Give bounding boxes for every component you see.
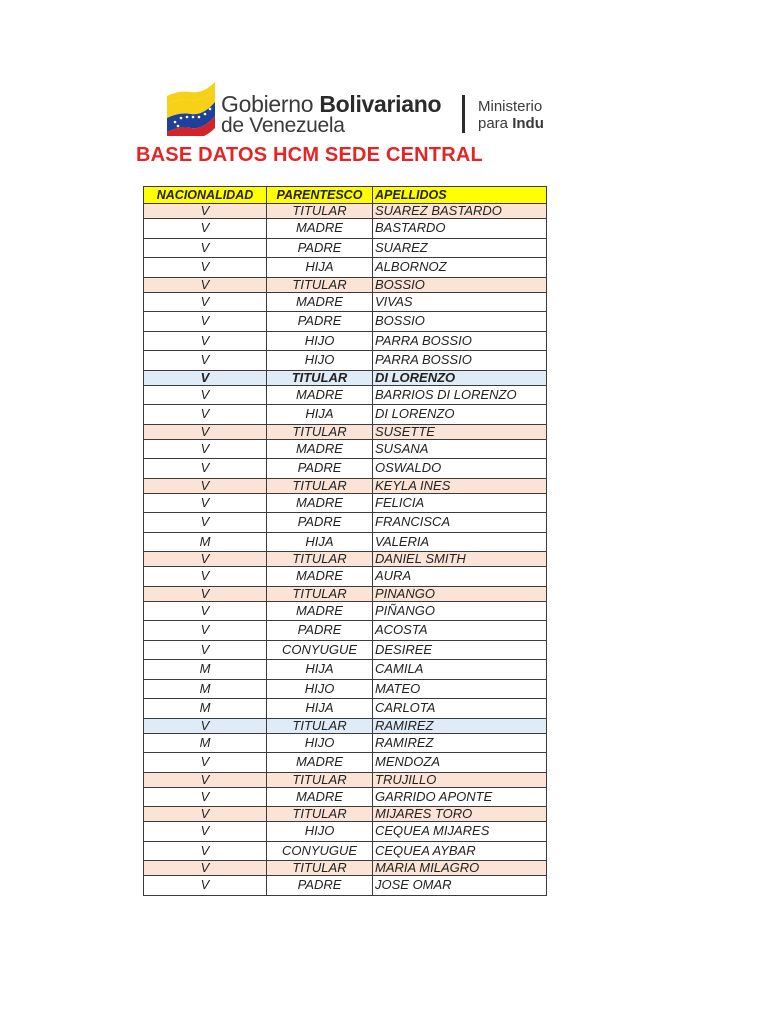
table-row <box>144 621 547 641</box>
table-row <box>144 532 547 552</box>
table-row <box>144 493 547 513</box>
cell-apellidos: CEQUEA MIJARES <box>373 822 547 842</box>
table-row <box>144 772 547 787</box>
cell-parentesco: HIJO <box>267 679 373 699</box>
cell-nacionalidad: V <box>144 841 267 861</box>
cell-apellidos: FRANCISCA <box>373 513 547 533</box>
cell-apellidos: VALERIA <box>373 532 547 552</box>
cell-nacionalidad: V <box>144 586 267 601</box>
cell-apellidos: VIVAS <box>373 292 547 312</box>
venezuela-flag-icon <box>165 82 217 136</box>
cell-nacionalidad: V <box>144 621 267 641</box>
cell-nacionalidad: V <box>144 312 267 332</box>
cell-nacionalidad: V <box>144 478 267 493</box>
cell-nacionalidad: V <box>144 331 267 351</box>
cell-parentesco: MADRE <box>267 567 373 587</box>
ministry-name-line2: para Indu <box>478 115 544 132</box>
table-row <box>144 822 547 842</box>
cell-nacionalidad: M <box>144 660 267 680</box>
cell-nacionalidad: V <box>144 753 267 773</box>
table-row <box>144 292 547 312</box>
table-row <box>144 204 547 219</box>
cell-parentesco: CONYUGUE <box>267 640 373 660</box>
table-row <box>144 586 547 601</box>
cell-parentesco: MADRE <box>267 292 373 312</box>
cell-nacionalidad: V <box>144 493 267 513</box>
cell-nacionalidad: V <box>144 385 267 405</box>
cell-parentesco: TITULAR <box>267 586 373 601</box>
table-row <box>144 258 547 278</box>
table-row <box>144 424 547 439</box>
table-row <box>144 513 547 533</box>
cell-parentesco: TITULAR <box>267 552 373 567</box>
logo-separator <box>462 95 465 133</box>
cell-nacionalidad: V <box>144 424 267 439</box>
government-name-line1: Gobierno Bolivariano <box>221 91 442 117</box>
cell-parentesco: MADRE <box>267 219 373 239</box>
cell-parentesco: PADRE <box>267 459 373 479</box>
cell-nacionalidad: V <box>144 351 267 371</box>
cell-apellidos: AURA <box>373 567 547 587</box>
cell-parentesco: HIJO <box>267 331 373 351</box>
table-row <box>144 660 547 680</box>
cell-apellidos: CARLOTA <box>373 699 547 719</box>
cell-apellidos: JOSE OMAR <box>373 876 547 896</box>
cell-parentesco: TITULAR <box>267 718 373 733</box>
table-row <box>144 753 547 773</box>
cell-nacionalidad: V <box>144 370 267 385</box>
table-row <box>144 405 547 425</box>
ministry-name-line1: Ministerio <box>478 98 543 115</box>
cell-apellidos: MARIA MILAGRO <box>373 861 547 876</box>
cell-apellidos: PARRA BOSSIO <box>373 331 547 351</box>
cell-apellidos: PIÑANGO <box>373 601 547 621</box>
cell-apellidos: MATEO <box>373 679 547 699</box>
cell-parentesco: HIJO <box>267 351 373 371</box>
cell-nacionalidad: V <box>144 204 267 219</box>
table-row <box>144 876 547 896</box>
cell-parentesco: MADRE <box>267 493 373 513</box>
government-name-line2: de Venezuela <box>221 114 345 137</box>
cell-apellidos: ALBORNOZ <box>373 258 547 278</box>
cell-nacionalidad: V <box>144 292 267 312</box>
table-row <box>144 718 547 733</box>
cell-parentesco: HIJA <box>267 532 373 552</box>
cell-apellidos: GARRIDO APONTE <box>373 787 547 807</box>
cell-parentesco: MADRE <box>267 753 373 773</box>
cell-nacionalidad: V <box>144 238 267 258</box>
cell-apellidos: RAMIREZ <box>373 733 547 753</box>
cell-parentesco: TITULAR <box>267 424 373 439</box>
cell-parentesco: TITULAR <box>267 204 373 219</box>
table-row <box>144 331 547 351</box>
table-row <box>144 640 547 660</box>
cell-apellidos: TRUJILLO <box>373 772 547 787</box>
cell-apellidos: DESIREE <box>373 640 547 660</box>
cell-apellidos: SUAREZ BASTARDO <box>373 204 547 219</box>
cell-nacionalidad: V <box>144 807 267 822</box>
document-title: BASE DATOS HCM SEDE CENTRAL <box>136 144 483 164</box>
table-row <box>144 861 547 876</box>
cell-nacionalidad: M <box>144 532 267 552</box>
table-row <box>144 459 547 479</box>
table-row <box>144 385 547 405</box>
table-row <box>144 733 547 753</box>
cell-apellidos: CEQUEA AYBAR <box>373 841 547 861</box>
cell-apellidos: PARRA BOSSIO <box>373 351 547 371</box>
cell-apellidos: OSWALDO <box>373 459 547 479</box>
cell-parentesco: TITULAR <box>267 478 373 493</box>
table-row <box>144 787 547 807</box>
cell-parentesco: TITULAR <box>267 807 373 822</box>
cell-apellidos: MENDOZA <box>373 753 547 773</box>
table-row <box>144 807 547 822</box>
cell-apellidos: MIJARES TORO <box>373 807 547 822</box>
cell-apellidos: SUSETTE <box>373 424 547 439</box>
cell-nacionalidad: M <box>144 733 267 753</box>
table-row <box>144 699 547 719</box>
cell-parentesco: PADRE <box>267 238 373 258</box>
government-logo-header <box>165 78 548 138</box>
column-header-apellidos: APELLIDOS <box>373 187 547 204</box>
cell-parentesco: CONYUGUE <box>267 841 373 861</box>
cell-apellidos: DI LORENZO <box>373 405 547 425</box>
cell-parentesco: MADRE <box>267 601 373 621</box>
cell-apellidos: CAMILA <box>373 660 547 680</box>
cell-apellidos: SUAREZ <box>373 238 547 258</box>
cell-apellidos: ACOSTA <box>373 621 547 641</box>
beneficiaries-table <box>143 186 547 896</box>
cell-parentesco: MADRE <box>267 385 373 405</box>
table-row <box>144 552 547 567</box>
cell-parentesco: TITULAR <box>267 277 373 292</box>
cell-apellidos: BOSSIO <box>373 277 547 292</box>
table-header-row <box>144 187 547 204</box>
cell-parentesco: HIJA <box>267 660 373 680</box>
cell-parentesco: TITULAR <box>267 370 373 385</box>
cell-apellidos: SUSANA <box>373 439 547 459</box>
cell-nacionalidad: V <box>144 787 267 807</box>
cell-parentesco: PADRE <box>267 621 373 641</box>
cell-parentesco: PADRE <box>267 312 373 332</box>
cell-nacionalidad: V <box>144 876 267 896</box>
cell-nacionalidad: V <box>144 718 267 733</box>
cell-parentesco: HIJA <box>267 405 373 425</box>
cell-nacionalidad: V <box>144 258 267 278</box>
cell-parentesco: PADRE <box>267 513 373 533</box>
cell-apellidos: FELICIA <box>373 493 547 513</box>
cell-parentesco: HIJA <box>267 699 373 719</box>
cell-apellidos: BOSSIO <box>373 312 547 332</box>
cell-nacionalidad: V <box>144 567 267 587</box>
cell-parentesco: TITULAR <box>267 861 373 876</box>
cell-apellidos: DANIEL SMITH <box>373 552 547 567</box>
table-row <box>144 841 547 861</box>
cell-nacionalidad: M <box>144 699 267 719</box>
cell-apellidos: DI LORENZO <box>373 370 547 385</box>
cell-nacionalidad: V <box>144 772 267 787</box>
table-row <box>144 219 547 239</box>
table-row <box>144 312 547 332</box>
cell-apellidos: KEYLA INES <box>373 478 547 493</box>
column-header-parentesco: PARENTESCO <box>267 187 373 204</box>
table-row <box>144 601 547 621</box>
cell-apellidos: RAMIREZ <box>373 718 547 733</box>
cell-parentesco: HIJA <box>267 258 373 278</box>
cell-nacionalidad: V <box>144 552 267 567</box>
cell-apellidos: PINANGO <box>373 586 547 601</box>
cell-nacionalidad: V <box>144 405 267 425</box>
cell-nacionalidad: V <box>144 439 267 459</box>
table-row <box>144 238 547 258</box>
table-row <box>144 351 547 371</box>
table-row <box>144 277 547 292</box>
cell-apellidos: BARRIOS DI LORENZO <box>373 385 547 405</box>
cell-nacionalidad: V <box>144 861 267 876</box>
cell-nacionalidad: V <box>144 219 267 239</box>
cell-nacionalidad: V <box>144 277 267 292</box>
cell-apellidos: BASTARDO <box>373 219 547 239</box>
cell-parentesco: HIJO <box>267 822 373 842</box>
table-row <box>144 370 547 385</box>
cell-parentesco: PADRE <box>267 876 373 896</box>
column-header-nacionalidad: NACIONALIDAD <box>144 187 267 204</box>
cell-nacionalidad: M <box>144 679 267 699</box>
cell-parentesco: TITULAR <box>267 772 373 787</box>
cell-parentesco: MADRE <box>267 787 373 807</box>
cell-parentesco: HIJO <box>267 733 373 753</box>
cell-parentesco: MADRE <box>267 439 373 459</box>
table-row <box>144 478 547 493</box>
cell-nacionalidad: V <box>144 822 267 842</box>
cell-nacionalidad: V <box>144 459 267 479</box>
table-row <box>144 679 547 699</box>
table-row <box>144 567 547 587</box>
cell-nacionalidad: V <box>144 640 267 660</box>
cell-nacionalidad: V <box>144 513 267 533</box>
table-row <box>144 439 547 459</box>
cell-nacionalidad: V <box>144 601 267 621</box>
